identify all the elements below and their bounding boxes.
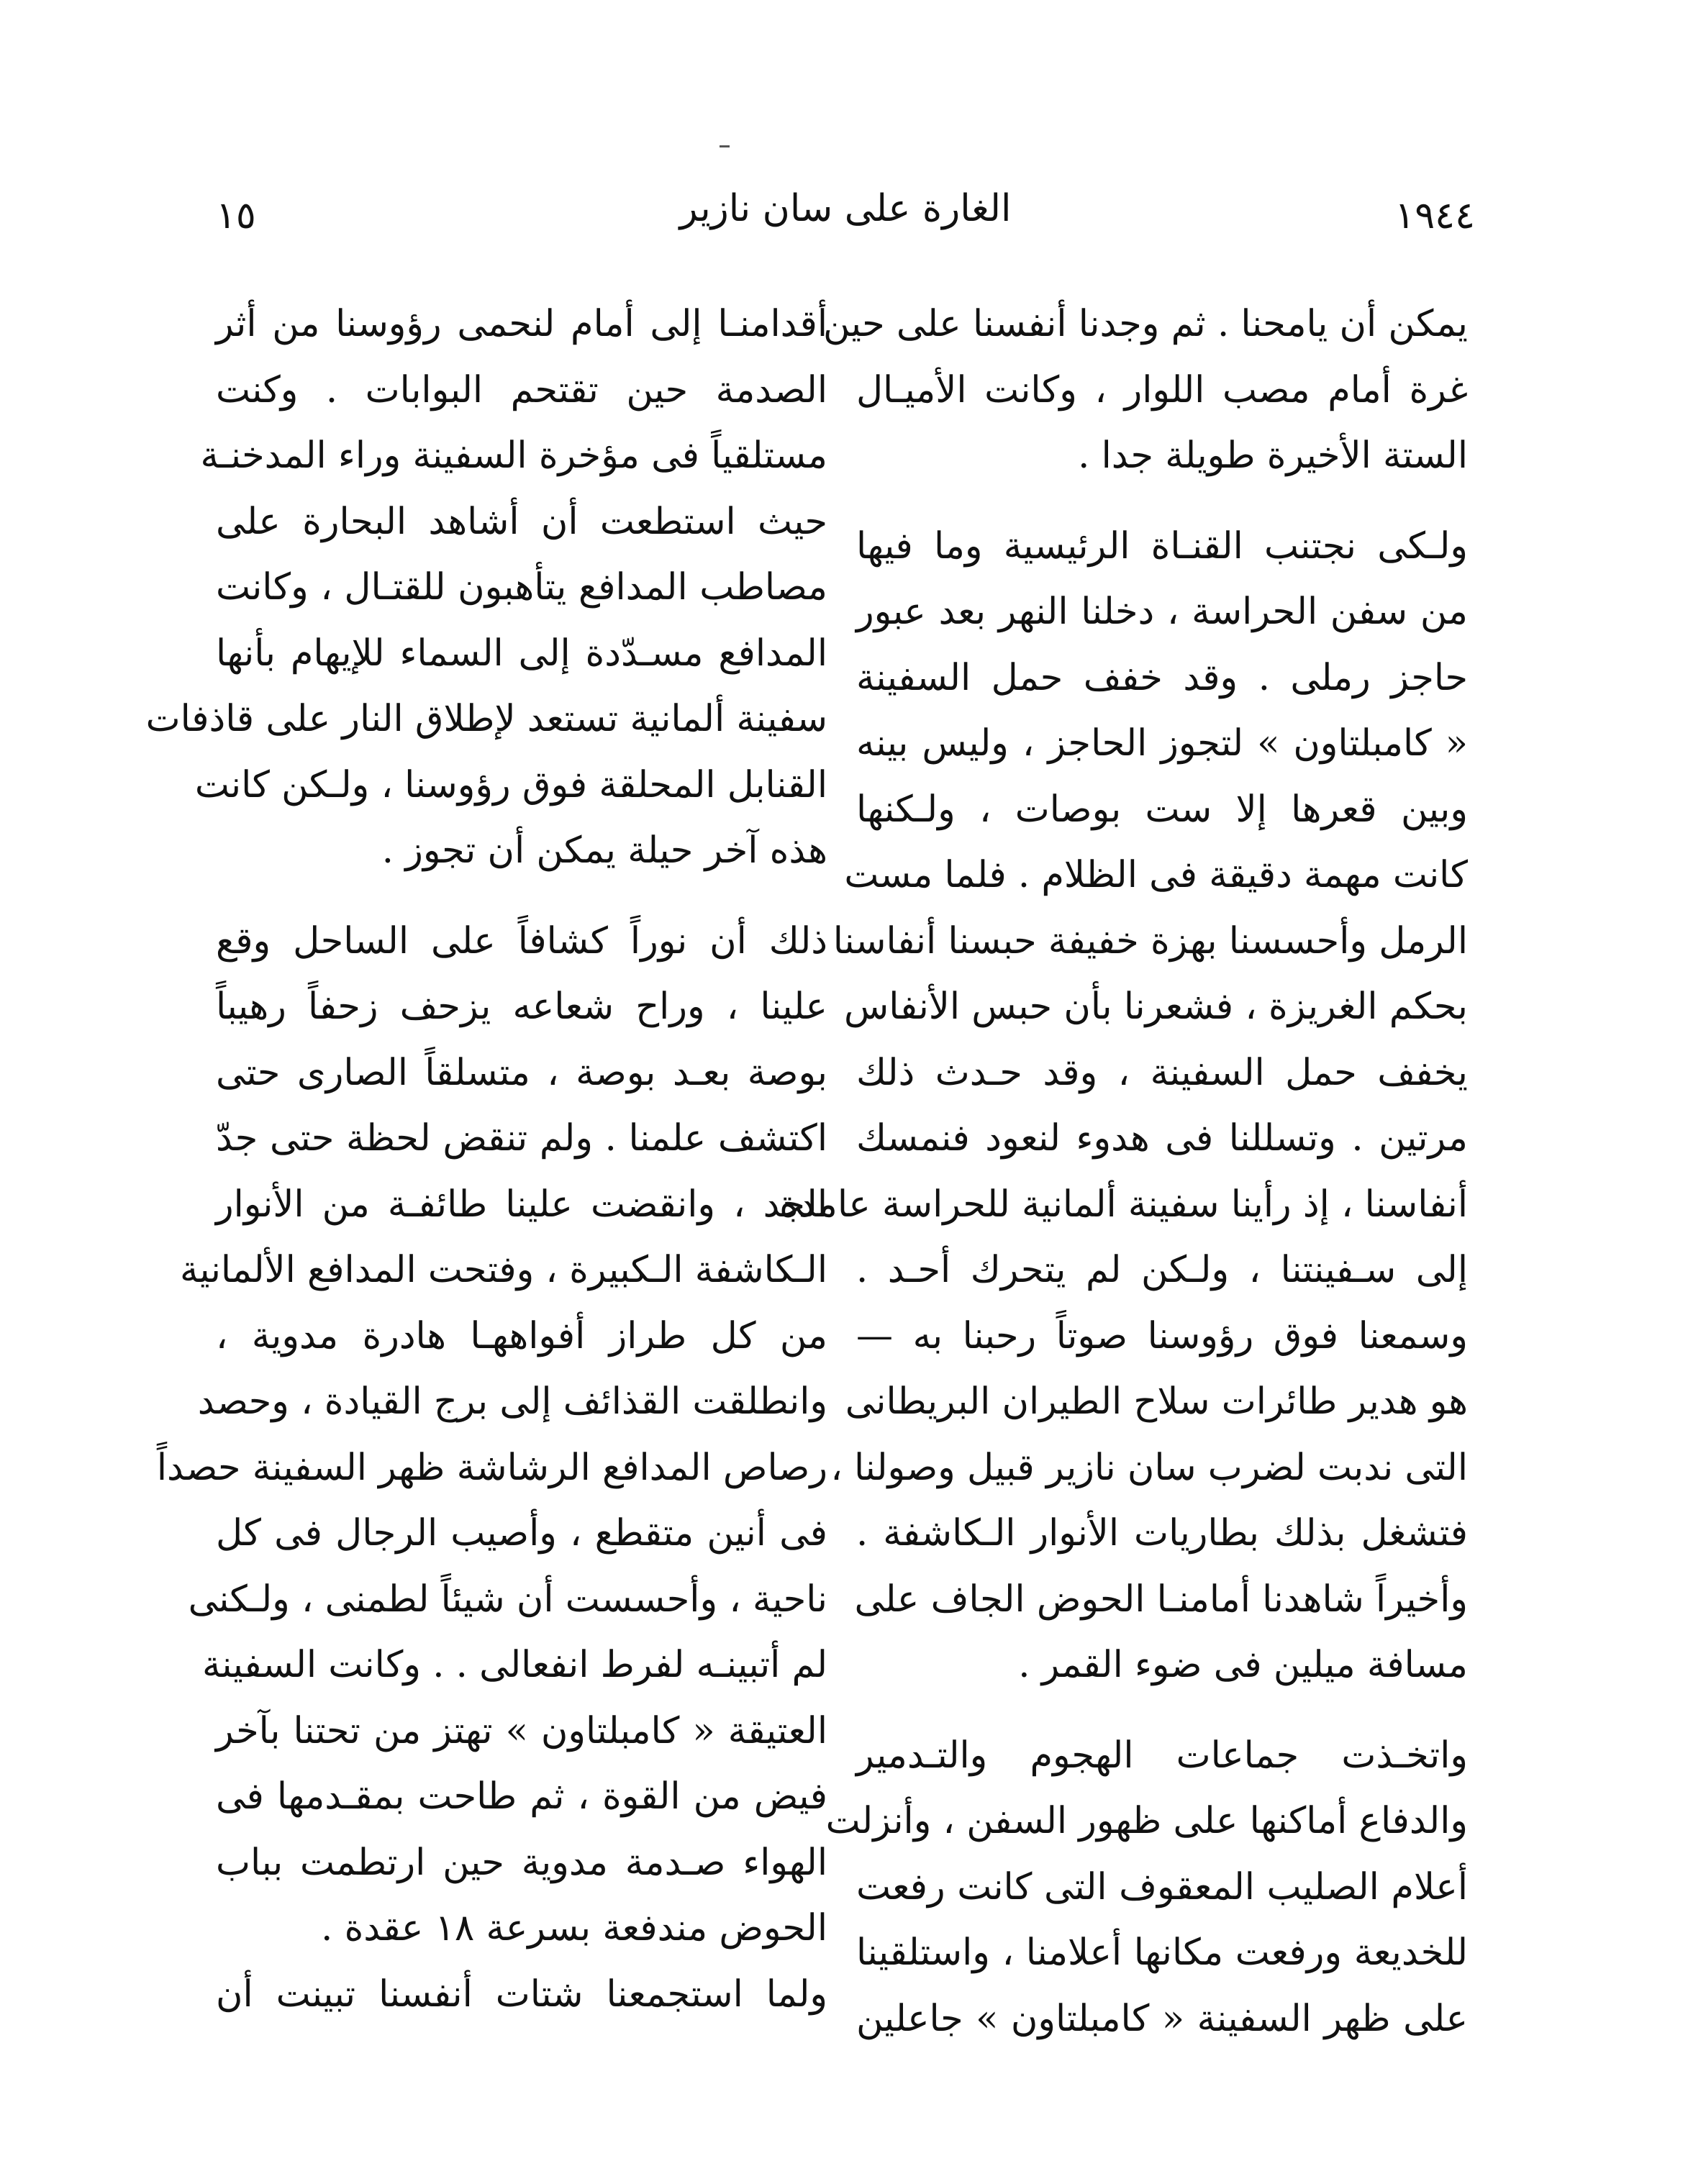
text-line: هذه آخر حيلة يمكن أن تجوز . xyxy=(381,829,827,872)
text-line: ناحية ، وأحسست أن شيئاً لطمنى ، ولـكنى xyxy=(188,1578,827,1621)
text-line: كانت مهمة دقيقة فى الظلام . فلما مست xyxy=(844,854,1468,896)
paragraph-gap xyxy=(856,489,1468,514)
text-line: للخديعة ورفعت مكانها أعلامنا ، واستلقينا xyxy=(856,1932,1468,1974)
text-line: والدفاع أماكنها على ظهور السفن ، وأنزلت xyxy=(825,1800,1468,1842)
text-line: حاجز رملى . وقد خفف حمل السفينة xyxy=(856,656,1468,699)
text-line: الحوض مندفعة بسرعة ١٨ عقدة . xyxy=(321,1907,827,1949)
page-number: ١٥ xyxy=(216,194,256,237)
text-line: واتخـذت جماعات الهجوم والتـدمير xyxy=(856,1734,1468,1777)
text-line: مرتين . وتسللنا فى هدوء لنعود فنمسك xyxy=(856,1117,1468,1160)
text-line: مسافة ميلين فى ضوء القمر . xyxy=(1018,1644,1468,1686)
text-line: من سفن الحراسة ، دخلنا النهر بعد عبور xyxy=(856,591,1468,633)
text-line: ولـكى نجتنب القنـاة الرئيسية وما فيها xyxy=(856,524,1468,568)
text-line: التى ندبت لضرب سان نازير قبيل وصولنا ، xyxy=(830,1446,1468,1489)
text-line: فتشغل بذلك بطاريات الأنوار الـكاشفة . xyxy=(856,1512,1468,1555)
text-line: سفينة ألمانية تستعد لإطلاق النار على قاذفات xyxy=(145,698,827,740)
running-title: الغارة على سان نازير xyxy=(679,187,1012,230)
text-line: علينا ، وراح شعاعه يزحف زحفاً رهيباً xyxy=(216,986,827,1028)
paragraph-gap xyxy=(216,884,827,909)
text-line: اكتشف علمنا . ولم تنقض لحظة حتى جدّ xyxy=(216,1117,827,1160)
text-line: « كامبلتاون » لتجوز الحاجز ، وليس بينه xyxy=(856,722,1468,765)
text-line: أعلام الصليب المعقوف التى كانت رفعت xyxy=(856,1865,1468,1908)
text-line: من كل طراز أفواههـا هادرة مدوية ، xyxy=(216,1314,827,1357)
text-line: لم أتبينـه لفرط انفعالى . . وكانت السفينة xyxy=(201,1644,827,1686)
text-line: المدافع مسـدّدة إلى السماء للإيهام بأنها xyxy=(216,632,827,675)
text-line: الهواء صـدمة مدوية حين ارتطمت بباب xyxy=(216,1841,827,1884)
text-line: فيض من القوة ، ثم طاحت بمقـدمها فى xyxy=(216,1775,827,1818)
year-label: ١٩٤٤ xyxy=(1394,194,1475,237)
text-line: هو هدير طائرات سلاح الطيران البريطانى xyxy=(845,1380,1468,1423)
text-line: أقدامنـا إلى أمام لنحمى رؤوسنا من أثر xyxy=(216,303,827,345)
text-line: مصاطب المدافع يتأهبون للقتـال ، وكانت xyxy=(216,566,827,609)
text-line: مستلقياً فى مؤخرة السفينة وراء المدخنـة xyxy=(200,434,827,477)
text-line: العتيقة « كامبلتاون » تهتز من تحتنا بآخر xyxy=(216,1709,827,1752)
text-line: غرة أمام مصب اللوار ، وكانت الأميـال xyxy=(856,368,1468,411)
text-line: الـكاشفة الـكبيرة ، وفتحت المدافع الألمانية xyxy=(180,1249,827,1291)
text-line: وبين قعرها إلا ست بوصات ، ولـكنها xyxy=(856,788,1468,831)
text-line: فى أنين متقطع ، وأصيب الرجال فى كل xyxy=(216,1512,827,1555)
text-line: وانطلقت القذائف إلى برج القيادة ، وحصد xyxy=(197,1380,827,1423)
text-line: بحكم الغريزة ، فشعرنا بأن حبس الأنفاس xyxy=(844,986,1468,1028)
text-line: يمكن أن يامحنا . ثم وجدنا أنفسنا على حين xyxy=(822,303,1468,345)
text-line: رصاص المدافع الرشاشة ظهر السفينة حصداً xyxy=(156,1446,827,1489)
text-column-right xyxy=(779,291,1468,2052)
text-line: الستة الأخيرة طويلة جدا . xyxy=(1078,434,1468,477)
text-line: حيث استطعت أن أشاهد البحارة على xyxy=(216,500,827,543)
text-line: وأخيراً شاهدنا أمامنـا الحوض الجاف على xyxy=(854,1578,1468,1621)
print-speck xyxy=(720,145,730,147)
text-line: الرمل وأحسسنا بهزة خفيفة حبسنا أنفاسنا xyxy=(832,919,1468,963)
text-line: وسمعنا فوق رؤوسنا صوتاً رحبنا به — xyxy=(856,1314,1468,1357)
text-line: أنفاسنا ، إذ رأينا سفينة ألمانية للحراسة عامدة xyxy=(779,1183,1468,1226)
page-header xyxy=(216,187,1475,252)
text-line: القنابل المحلقة فوق رؤوسنا ، ولـكن كانت xyxy=(194,763,827,806)
text-line: إلى سـفينتنا ، ولـكن لم يتحرك أحـد . xyxy=(856,1249,1468,1291)
text-line: ذلك أن نوراً كشافاً على الساحل وقع xyxy=(216,919,827,963)
text-line: يخفف حمل السفينة ، وقد حـدث ذلك xyxy=(856,1051,1468,1094)
paragraph-gap xyxy=(856,1698,1468,1723)
text-line: الصدمة حين تقتحم البوابات . وكنت xyxy=(216,368,827,411)
text-column-left xyxy=(145,291,827,2027)
text-line: على ظهر السفينة « كامبلتاون » جاعلين xyxy=(856,1997,1468,2040)
text-line: بوصة بعـد بوصة ، متسلقاً الصارى حتى xyxy=(216,1051,827,1094)
text-line: ولما استجمعنا شتات أنفسنا تبينت أن xyxy=(216,1973,827,2016)
text-line: الجد ، وانقضت علينا طائفـة من الأنوار xyxy=(216,1183,827,1226)
